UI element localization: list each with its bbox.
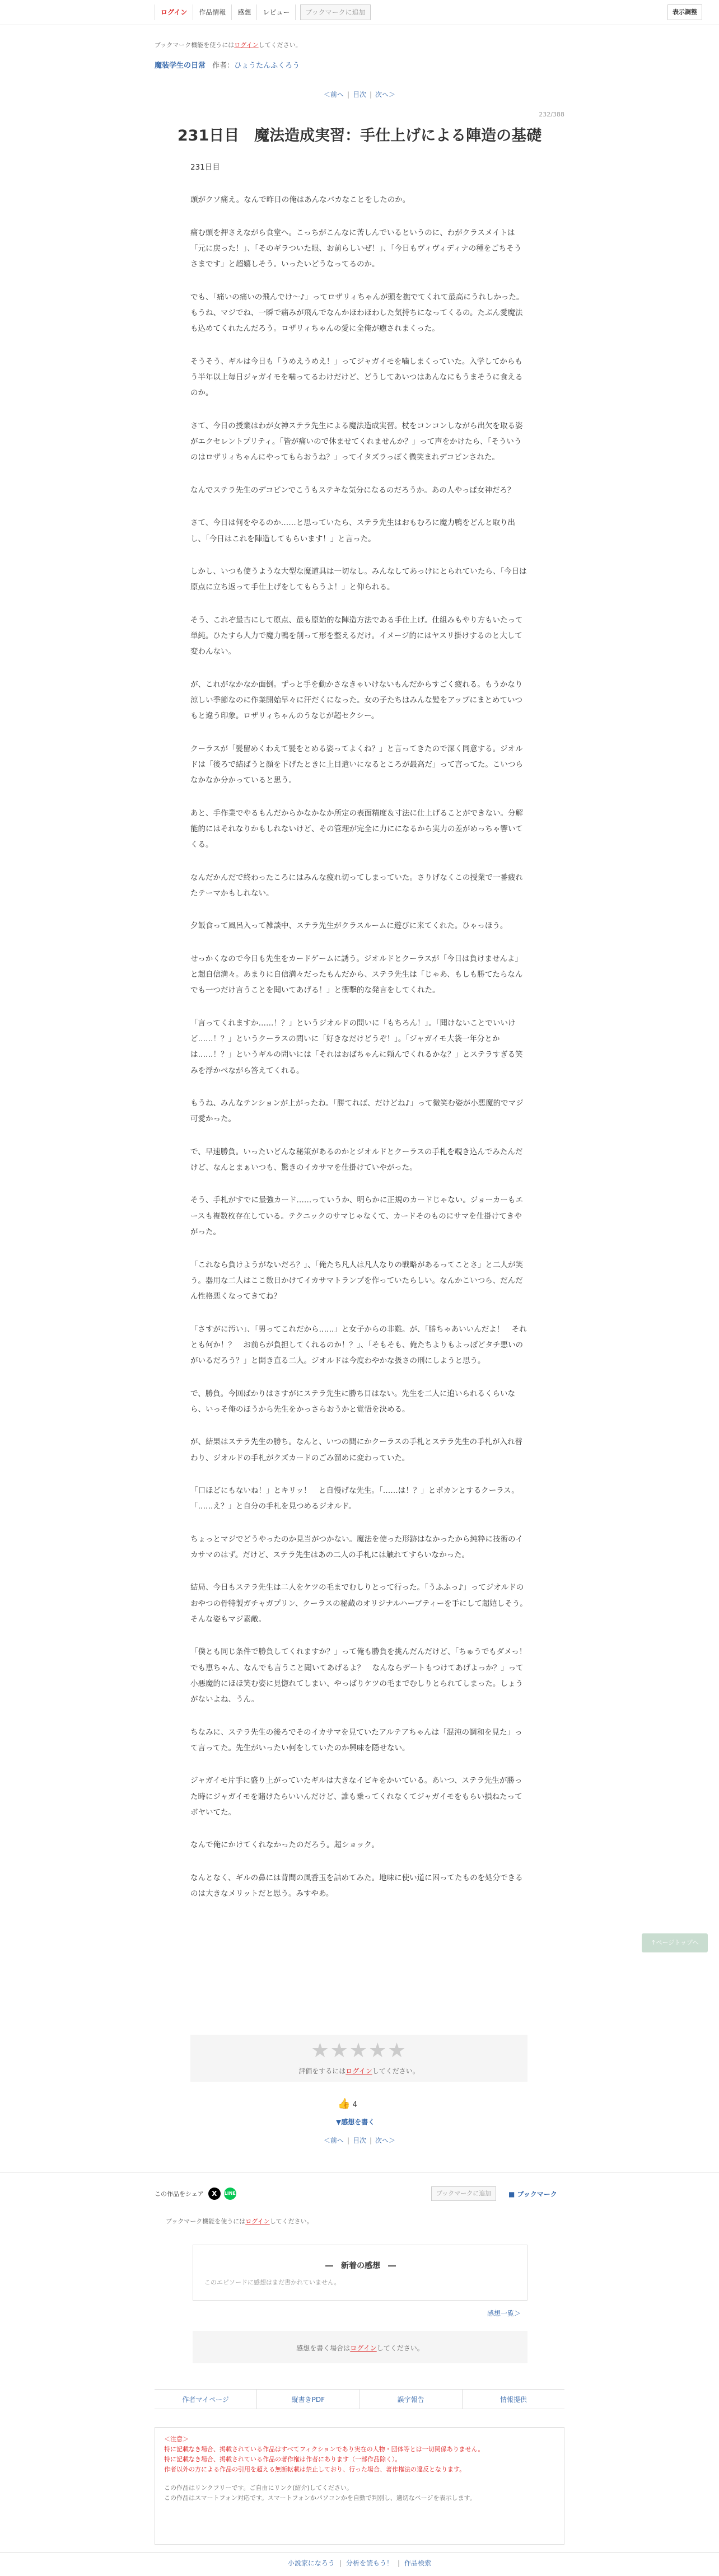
bookmark-note-login-link[interactable]: ログイン — [234, 41, 259, 49]
paragraph: なんだかんだで終わったころにはみんな疲れ切ってしまっていた。さりげなくこの授業で一番疲れたテーマかもしれない。 — [190, 873, 523, 898]
rating-stars[interactable]: ★★★★★ — [311, 2039, 407, 2062]
notice-line: 作者以外の方による作品の引用を超える無断転載は禁止しており、行った場合、著作権法の違反となります。 — [164, 2466, 466, 2474]
series-title-link[interactable]: 魔装学生の日常 — [155, 62, 206, 70]
paragraph: で、勝負。今回ばかりはさすがにステラ先生に勝ち目はない。先生を二人に追いられるくらいなら、いっそ俺のほうから先生をかっさらおうかと覚悟を決める。 — [190, 1389, 515, 1414]
chapter-body — [190, 160, 534, 1901]
paragraph: 夕飯食って風呂入って雑談中、ステラ先生がクラスルームに遊びに来てくれた。ひゃっほう。 — [190, 921, 508, 931]
footer-search-link[interactable]: 作品検索 — [404, 2559, 432, 2567]
prev-link[interactable]: ＜前へ — [323, 2137, 344, 2144]
author-mypage-link[interactable]: 作者マイページ — [155, 2390, 257, 2409]
paragraph: 「言ってくれますか……！？」というジオルドの問いに「もちろん！」。「聞けないことでいいけど……！？」というクーラスの問いに「好きなだけどうぞ！」。「ジャガイモ大袋一年分とかは……！？」というギルの問いには「それはおばちゃんに頼んでくれるかな？」とステラすぎる笑みを浮かべながら答えてくれる。 — [190, 1018, 523, 1075]
write-impression-box — [193, 2331, 527, 2363]
pager-separator: | — [347, 2137, 349, 2144]
bookmark-note-post: してください。 — [269, 2218, 313, 2225]
new-impressions-header: ― 新着の感想 ― — [325, 2261, 396, 2270]
paragraph-gap — [190, 1305, 527, 1322]
paragraph-gap — [190, 1079, 527, 1095]
paragraph: 頭がクソ痛え。なんで昨日の俺はあんなバカなことをしたのか。 — [190, 195, 410, 205]
paragraph: しかし、いつも使うような大型な魔道具は一切なし。みんなしてあっけにとられていたら、「今日は原点に立ち返って手仕上げをしてもらうよ！」と仰られる。 — [190, 566, 527, 592]
paragraph-gap — [190, 337, 527, 354]
paragraph: ちなみに、ステラ先生の後ろでそのイカサマを見ていたアルテアちゃんは「混沌の調和を見た」って言ってた。先生がいったい何をしていたのか興味を隠せない。 — [190, 1727, 522, 1753]
paragraph-gap — [190, 789, 527, 805]
pager-top — [155, 90, 564, 99]
notice-box — [155, 2427, 564, 2545]
bookmark-note-login-link[interactable]: ログイン — [245, 2218, 270, 2225]
paragraph-gap — [190, 1466, 527, 1483]
paragraph: もうね、みんなテンションが上がったね。「勝てれば、だけどね♪」って微笑む姿が小悪魔的でマジ可愛かった。 — [190, 1099, 524, 1124]
next-link[interactable]: 次へ＞ — [375, 91, 396, 99]
share-label: この作品をシェア — [155, 2190, 204, 2198]
rating-box — [190, 2035, 527, 2082]
rating-login-link[interactable]: ログイン — [346, 2067, 372, 2075]
paragraph: そうそう、ギルは今日も「うめえうめえ！」ってジャガイモを噛しまくっていた。入学してからもう半年以上毎日ジャガイモを噛ってるわけだけど、どうしてあいつはあんなにもうまそうに食えるのか。 — [190, 357, 523, 398]
paragraph: でも、「痛いの痛いの飛んでけ〜♪」ってロザリィちゃんが頭を撫でてくれて最高にうれしかった。もうね、マジでね、一瞬で痛みが飛んでなんかほわほわした気持ちになってくるの。たぶん愛魔法も込めてくれたんだろう。ロザリィちゃんの愛に全俺が癒されまくった。 — [190, 292, 524, 334]
bookmark-note-bottom — [166, 2217, 313, 2226]
paragraph-gap — [190, 853, 527, 870]
top-nav — [155, 4, 371, 20]
top-bar — [0, 0, 719, 25]
rating-note-post: してください。 — [372, 2067, 419, 2075]
paragraph-gap — [190, 1820, 527, 1837]
write-login-link[interactable]: ログイン — [350, 2344, 377, 2352]
paragraph: さて、今日の授業はわが女神ステラ先生による魔法造成実習。杖をコンコンしながら出欠を取る姿がエクセレントプリティ。「皆が痛いので休ませてくれませんか？」って声をかけたら、「そういうのはロザリィちゃんにやってもらおうね？」ってイタズラっぽく微笑まれデコピンされた。 — [190, 421, 523, 462]
pager-bottom — [155, 2135, 564, 2145]
paragraph: ジャガイモ片手に盛り上がっていたギルは大きなイビキをかいている。あいつ、ステラ先生が勝った時にジャガイモを賭けたらいいんだけど、誰も乗ってくれなくてジャガイモをもらい損ねたってボヤいてた。 — [190, 1776, 522, 1818]
pager-separator: | — [370, 2137, 372, 2144]
paragraph: クーラスが「髪留めくわえて髪をとめる姿ってよくね？」と言ってきたので深く同意する。ジオルドは「後ろで結ばうと顔を下げたときに上目遣いになるところが最高だ」って言ってた。こいつらなかなか分かっていると思う。 — [190, 744, 523, 785]
typo-report-link[interactable]: 誤字報告 — [360, 2390, 463, 2409]
x-share-icon[interactable]: X — [208, 2188, 221, 2200]
author-link[interactable]: ひょうたんふくろう — [234, 62, 300, 70]
line-share-icon[interactable]: LINE — [224, 2188, 236, 2200]
paragraph: 「さすがに汚い」、「男ってこれだから……」と女子からの非難。が、「勝ちゃあいいんだよ！ それとも何か！？ お前らが負担してくれるのか！？」、「そもそも、俺たちよりもよっぽどタチ悪いのがいるだろう？」と開き直る二人。ジオルドは今度わやかな扱さの刑にしようと思う。 — [190, 1324, 527, 1366]
notice-line: 特に記載なき場合、掲載されている作品はすべてフィクションであり実在の人物・団体等とは一切関係ありません。 — [164, 2446, 484, 2453]
bookmark-note-pre: ブックマーク機能を使うには — [155, 41, 235, 49]
paragraph: なんでステラ先生のデコピンでこうもステキな気分になるのだろうか。あの人やっぱ女神だろ？ — [190, 485, 515, 495]
footer-read-link[interactable]: 分析を読もう！ — [346, 2559, 393, 2567]
paragraph-gap — [190, 999, 527, 1015]
paragraph-gap — [190, 1708, 527, 1725]
paragraph-gap — [190, 547, 527, 564]
paragraph: 結局、今日もステラ先生は二人をケツの毛までむしりとって行った。「うふふっ♪」ってジオルドのおやつの骨特製ガチャガプリン、クーラスの秘蔵のオリジナルハーブティーを手にして超嬉しそう。そんな姿もマジ素敵。 — [190, 1583, 527, 1624]
like-count: 4 — [352, 2101, 357, 2109]
notice-line: 特に記載なき場合、掲載されている作品の著作権は作者にあります（一部作品除く）。 — [164, 2456, 401, 2463]
paragraph-gap — [190, 1127, 527, 1144]
paragraph-gap — [190, 901, 527, 918]
paragraph: さて、今日は何をやるのか……と思っていたら、ステラ先生はおもむろに魔力鴨をどんと取り出し、「今日はこれを陣造してもらいます！」と言った。 — [190, 518, 515, 544]
paragraph-gap — [190, 1369, 527, 1386]
bookmark-icon: ■ — [508, 2190, 515, 2198]
rating-note-pre: 評価をするには — [298, 2067, 346, 2075]
paragraph: 「口ほどにもないね！」とキリッ！ と自慢げな先生。「……は！？」とポカンとするクーラス。「……え？」と自分の手札を見つめるジオルド。 — [190, 1486, 519, 1511]
paragraph: 痛む頭を押さえながら食堂へ。こっちがこんなに苦しんでいるというのに、わがクラスメイトは「元に戻った！」、「そのギラついた眼、お前らしいぜ！」、「今日もヴィヴィディナの種をごちそうさまです」と超嬉しそう。いったいどうなってるのか。 — [190, 228, 522, 269]
display-settings-button[interactable]: 表示調整 — [667, 4, 702, 20]
paragraph-gap — [190, 175, 527, 192]
nav-work-info[interactable]: 作品情報 — [193, 4, 232, 20]
rating-note — [190, 2066, 527, 2076]
bookmark-link[interactable] — [508, 2189, 557, 2199]
paragraph: で、早速勝負。いったいどんな秘策があるのかとジオルドとクーラスの手札を覗き込んでみたんだけど、なんとまぁいつも、驚きのイカサマを仕掛けていやがった。 — [190, 1147, 523, 1173]
footer-home-link[interactable]: 小説家になろう — [287, 2559, 335, 2567]
paragraph: そう、手札がすでに最強カード……っていうか、明らかに正規のカードじゃない。ジョーカーもエースも複数枚存在している。テクニックのサマじゃなくて、カードそのものにサマを仕掛けてきやがった。 — [190, 1196, 523, 1237]
paragraph-gap — [190, 724, 527, 741]
paragraph-gap — [190, 934, 527, 951]
write-impression-note — [193, 2343, 527, 2353]
paragraph-gap — [190, 1853, 527, 1870]
paragraph: 231日目 — [190, 163, 220, 172]
paragraph: そう、これぞ最古にして原点、最も原始的な陣造方法である手仕上げ。仕組みもやり方もいたって単純。ひたすら人力で魔力鴨を削って形を整えるだけ。イメージ的にはヤスリ掛けするのと大して変わんない。 — [190, 615, 523, 657]
toc-link[interactable]: 目次 — [352, 2137, 366, 2144]
next-link[interactable]: 次へ＞ — [375, 2137, 396, 2144]
paragraph-gap — [190, 208, 527, 225]
footer-separator: | — [398, 2559, 400, 2567]
nav-reviews[interactable]: レビュー — [257, 4, 296, 20]
site-footer — [0, 2552, 719, 2576]
paragraph-gap — [190, 1563, 527, 1580]
paragraph: 「僕とも同じ条件で勝負してくれますか？」って俺も勝負を挑んだんだけど、「ちゅうでもダメっ！ でも恵ちゃん、なんでも言うこと聞いてあげるよ？ なんならデートもつけてあげよっか？」って小悪魔的にほほ笑む姿に見惚れてしまい、やっぱりケツの毛までむしりとられてしまった。しょうがないよね、うん。 — [190, 1647, 534, 1704]
notice-spacer — [164, 2475, 555, 2483]
paragraph-gap — [190, 1627, 527, 1644]
paragraph-gap — [190, 401, 527, 418]
paragraph: なんで俺にかけてくれなかったのだろう。超ショック。 — [190, 1840, 379, 1850]
bookmark-add-button-bottom[interactable]: ブックマークに追加 — [431, 2186, 496, 2201]
bookmark-note-post: してください。 — [258, 41, 302, 49]
login-link[interactable]: ログイン — [155, 4, 193, 20]
paragraph: が、結果はステラ先生の勝ち。なんと、いつの間にかクーラスの手札とステラ先生の手札が入れ替わり、ジオルドの手札がクズカードのごみ溜めに変わっていた。 — [190, 1437, 523, 1463]
paragraph-gap — [190, 498, 527, 515]
write-impression-link[interactable]: ▼感想を書く — [336, 2118, 375, 2126]
page-top-button[interactable]: ↑ページトップへ — [642, 1933, 708, 1952]
write-note-post: してください。 — [376, 2344, 424, 2352]
paragraph-gap — [190, 596, 527, 612]
footer-links — [155, 2389, 564, 2409]
bookmark-add-button[interactable]: ブックマークに追加 — [300, 4, 370, 20]
bookmark-link-label: ブックマーク — [517, 2190, 557, 2198]
author-label: 作者： — [212, 62, 235, 70]
notice-line: この作品はスマートフォン対応です。スマートフォンかパソコンかを自動で判別し、適切なページを表示します。 — [164, 2494, 476, 2502]
footer-separator: | — [339, 2559, 342, 2567]
toc-link[interactable]: 目次 — [352, 91, 366, 99]
vertical-pdf-link[interactable]: 縦書きPDF — [257, 2390, 360, 2409]
series-info — [155, 59, 564, 70]
nav-impressions[interactable]: 感想 — [232, 4, 257, 20]
thumbs-up-icon: 👍 — [338, 2098, 351, 2110]
paragraph: が、これがなかなか面倒。ずっと手を動かさなきゃいけないもんだからすごく疲れる。もうかなり涼しい季節なのに作業開始早々に汗だくになった。女の子たちはみんな髪をアップにまとめていつもと違う印象。ロザリィちゃんのうなじが超セクシー。 — [190, 680, 523, 721]
paragraph-gap — [190, 1417, 527, 1434]
info-report-link[interactable]: 情報提供 — [499, 2396, 527, 2404]
bookmark-note-pre: ブックマーク機能を使うには — [166, 2218, 246, 2225]
bookmark-note — [155, 40, 564, 49]
paragraph-gap — [190, 1175, 527, 1192]
paragraph-gap — [190, 273, 527, 289]
paragraph: 「これなら負けようがないだろ？」、「俺たち凡人は凡人なりの戦略があるってことさ」と二人が笑う。器用な二人はここ数日かけてイカサマトランプを作っていたらしい。なんかこいつら、だんだん性格悪くなってきてね？ — [190, 1260, 523, 1301]
paragraph-gap — [190, 1240, 527, 1257]
paragraph-gap — [190, 466, 527, 483]
paragraph-gap — [190, 660, 527, 677]
paragraph: せっかくなので今日も先生をカードゲームに誘う。ジオルドとクーラスが「今日は負けませんよ」と超自信満々。あまりに自信満々だったもんだから、ステラ先生は「じゃあ、もしも勝てたらなんでも一つだけ言うことを聞いてあげる！」と衝撃的な発言をしてくれた。 — [190, 954, 523, 995]
paragraph: ちょっとマジでどうやったのか見当がつかない。魔法を使った形跡はなかったから純粋に技術のイカサマのはず。だけど、ステラ先生はあの二人の手札には触れてすらいなかった。 — [190, 1534, 523, 1559]
prev-link[interactable]: ＜前へ — [323, 91, 344, 99]
pager-separator: | — [370, 91, 372, 99]
new-impressions-box — [193, 2245, 527, 2301]
notice-line: この作品はリンクフリーです。ご自由にリンク(紹介)してください。 — [164, 2484, 353, 2491]
paragraph: あと、手作業でやるもんだからかなかなか所定の表面精度＆寸法に仕上げることができない。分解能的にはそれなりかもしれないけど、その管理が完全に力にになるから実力の差がめっちゃ響いてくる。 — [190, 808, 523, 850]
share-bar — [155, 2188, 236, 2200]
impressions-list-link[interactable]: 感想一覧＞ — [487, 2310, 521, 2317]
like-button[interactable] — [338, 2098, 357, 2110]
pager-separator: | — [347, 91, 349, 99]
write-note-pre: 感想を書く場合は — [296, 2344, 351, 2352]
page-number: 232/388 — [539, 111, 564, 118]
notice-heading: ＜注意＞ — [164, 2436, 189, 2443]
new-impressions-empty: このエピソードに感想はまだ書かれていません。 — [204, 2279, 340, 2286]
paragraph-gap — [190, 1756, 527, 1773]
paragraph-gap — [190, 1515, 527, 1531]
chapter-title: 231日目 魔法造成実習：手仕上げによる陣造の基礎 — [177, 127, 542, 144]
paragraph: なんとなく、ギルの鼻には背間の風香玉を詰めてみた。地味に使い道に困ってたものを処分できるのは大きなメリットだと思う。みすやあ。 — [190, 1873, 523, 1899]
